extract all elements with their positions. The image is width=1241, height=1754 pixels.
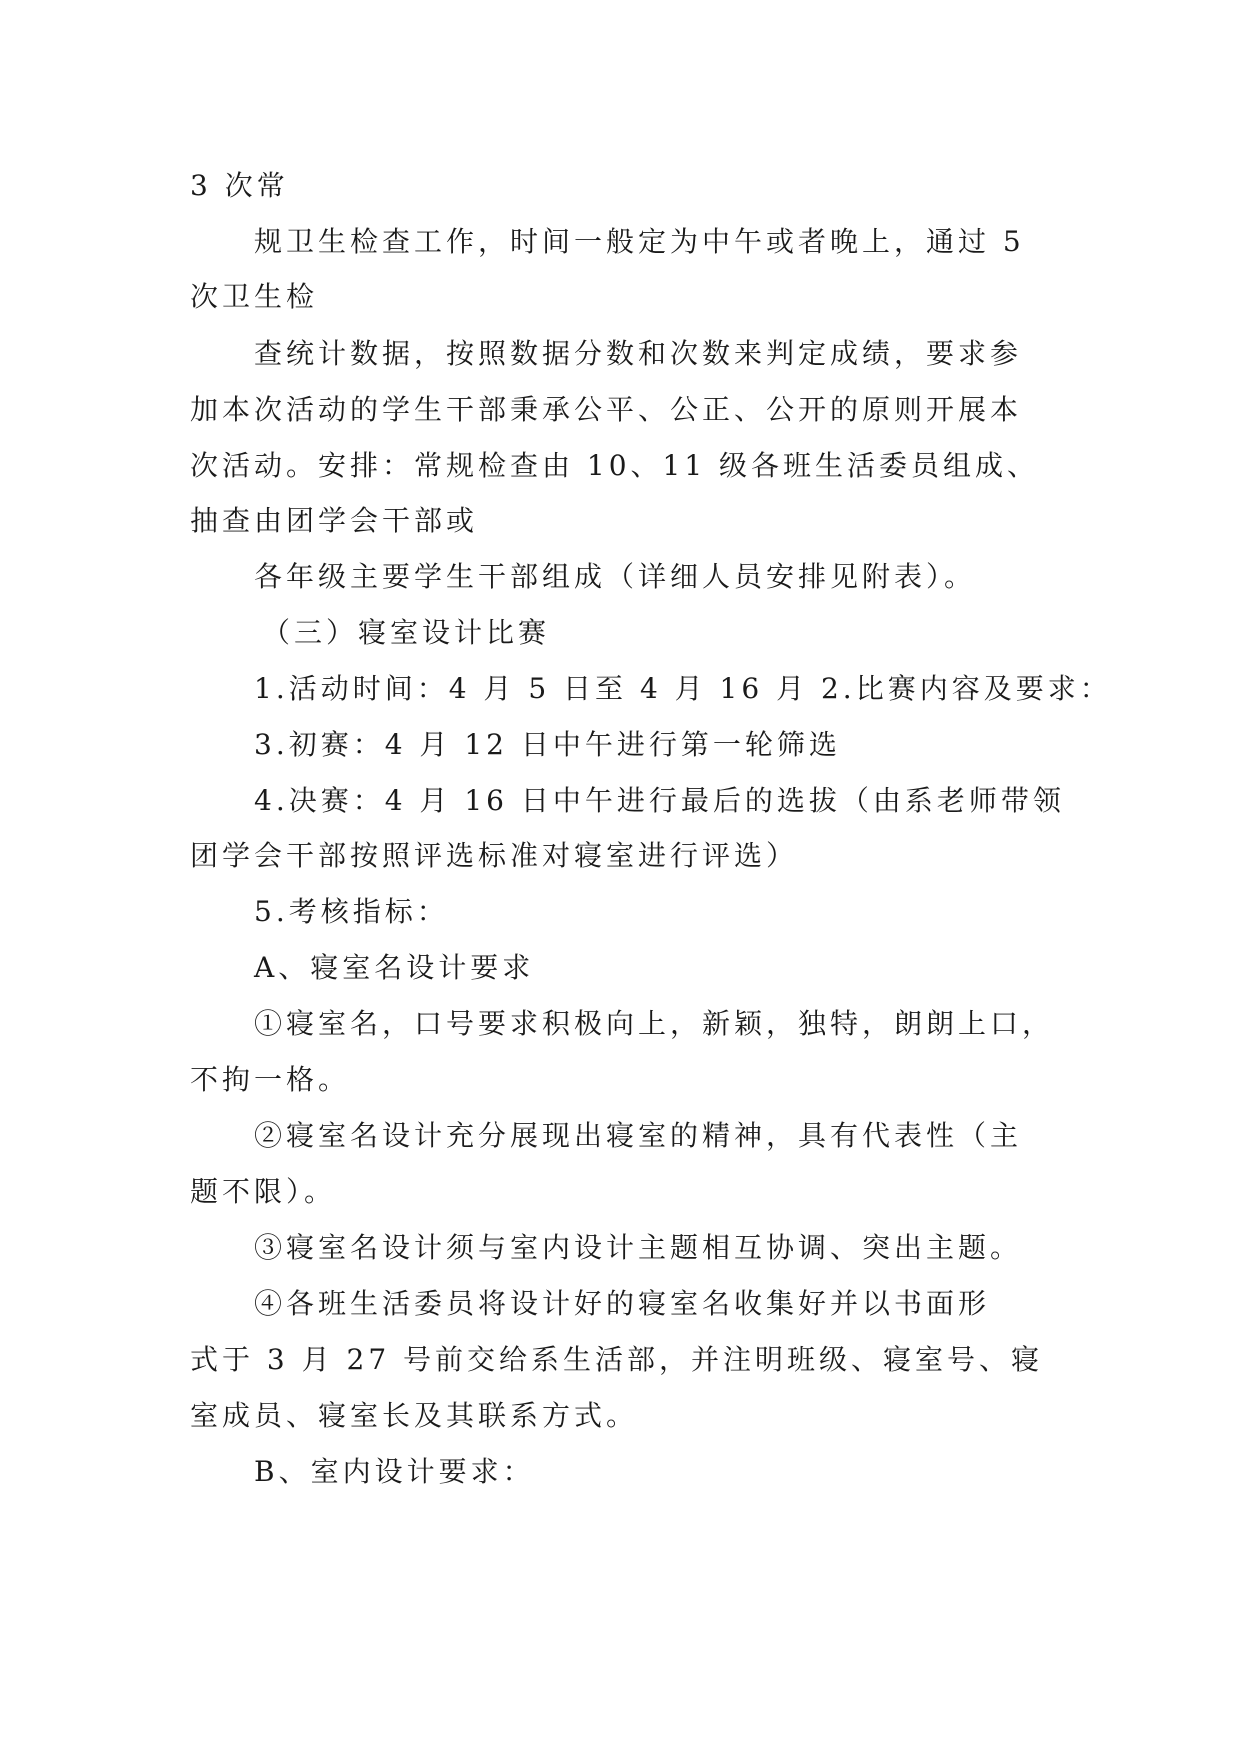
text-line: 3.初赛：4 月 12 日中午进行第一轮筛选 [254,728,841,761]
text-line: 不拘一格。 [190,1063,351,1096]
text-line: 3 次常 [190,169,289,202]
text-line: 加本次活动的学生干部秉承公平、公正、公开的原则开展本 [190,393,1023,426]
text-line: A、寝室名设计要求 [254,951,535,984]
text-line: 团学会干部按照评选标准对寝室进行评选） [190,839,799,872]
section-heading: （三）寝室设计比赛 [262,616,551,649]
text-line: ②寝室名设计充分展现出寝室的精神，具有代表性（主 [254,1119,1023,1152]
text-line: ③寝室名设计须与室内设计主题相互协调、突出主题。 [254,1231,1023,1264]
text-line: 1.活动时间：4 月 5 日至 4 月 16 月 2.比赛内容及要求： [254,672,1112,705]
text-line: 抽查由团学会干部或 [190,504,479,537]
text-line: 查统计数据，按照数据分数和次数来判定成绩，要求参 [254,337,1023,370]
text-line: 题不限）。 [190,1175,337,1208]
text-line: 5.考核指标： [254,895,449,928]
text-line: ④各班生活委员将设计好的寝室名收集好并以书面形 [254,1287,991,1320]
text-line: 规卫生检查工作，时间一般定为中午或者晚上，通过 5 [254,225,1025,258]
text-line: 各年级主要学生干部组成（详细人员安排见附表）。 [254,560,977,593]
text-line: ①寝室名，口号要求积极向上，新颖，独特，朗朗上口， [254,1007,1055,1040]
text-line: B、室内设计要求： [254,1455,535,1488]
text-line: 次卫生检 [190,280,319,313]
text-line: 式于 3 月 27 号前交给系生活部，并注明班级、寝室号、寝 [190,1343,1044,1376]
text-line: 4.决赛：4 月 16 日中午进行最后的选拔（由系老师带领 [254,784,1065,817]
text-line: 次活动。安排：常规检查由 10、11 级各班生活委员组成、 [190,449,1040,482]
text-line: 室成员、寝室长及其联系方式。 [190,1399,639,1432]
